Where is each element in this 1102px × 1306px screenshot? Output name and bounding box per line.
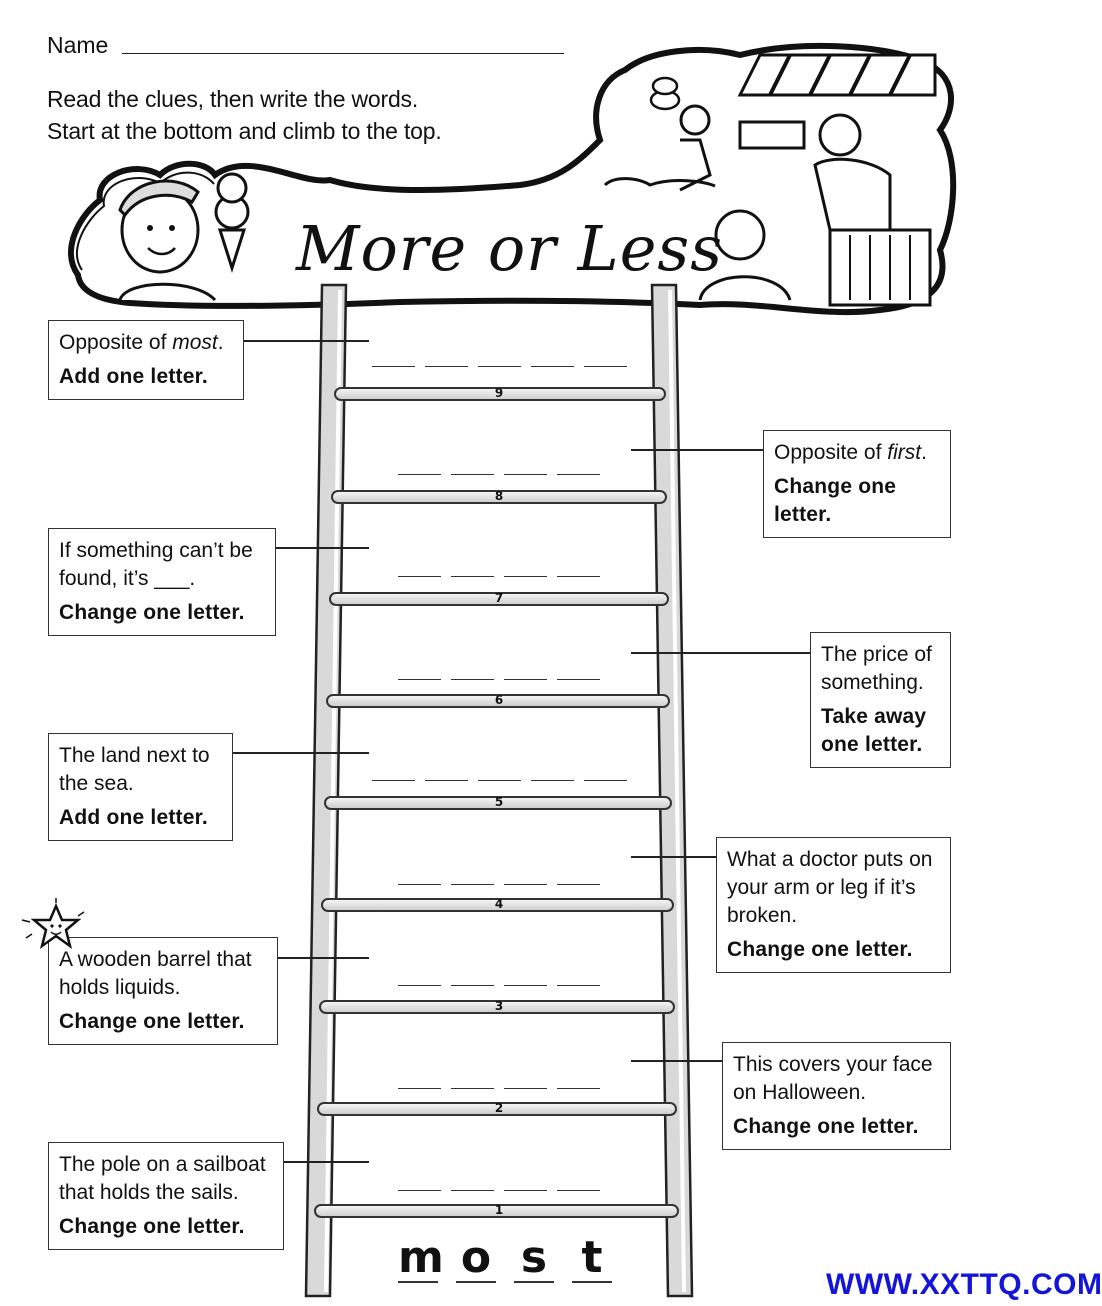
letter-blank[interactable] xyxy=(451,985,494,986)
clue-leader-line xyxy=(233,752,369,754)
rung-number: 4 xyxy=(494,897,504,911)
clue-box xyxy=(763,430,951,538)
watermark: WWW.XXTTQ.COM xyxy=(826,1268,1102,1301)
clue-text xyxy=(59,1151,273,1207)
start-letter: o xyxy=(456,1235,496,1283)
letter-blank[interactable] xyxy=(398,884,441,885)
clue-leader-line xyxy=(631,449,763,451)
clue-text-part: Opposite of xyxy=(59,331,173,354)
letter-blank[interactable] xyxy=(504,884,547,885)
clue-rule: Change one letter. xyxy=(59,601,245,624)
answer-blanks[interactable] xyxy=(372,780,627,781)
letter-blank[interactable] xyxy=(398,474,441,475)
instruction-line-2: Start at the bottom and climb to the top. xyxy=(47,118,442,144)
clue-rule: Add one letter. xyxy=(59,806,208,829)
clue-text-part: . xyxy=(217,331,224,354)
rung-number: 8 xyxy=(494,489,504,503)
letter-blank[interactable] xyxy=(584,366,627,367)
clue-text-part: What a doctor puts on your arm or leg if it’s broken. xyxy=(727,848,933,927)
instruction-line-1: Read the clues, then write the words. xyxy=(47,86,419,112)
letter-blank[interactable] xyxy=(425,366,468,367)
answer-blanks[interactable] xyxy=(398,884,600,885)
clue-rule: Change one letter. xyxy=(59,1010,245,1033)
letter-blank[interactable] xyxy=(398,985,441,986)
letter-blank[interactable] xyxy=(557,884,600,885)
clue-rule: Change one letter. xyxy=(774,475,897,526)
clue-text xyxy=(59,537,265,593)
letter-blank[interactable] xyxy=(451,679,494,680)
clue-leader-line xyxy=(631,1060,722,1062)
clue-text-part: If something can’t be found, it’s ___. xyxy=(59,539,253,590)
letter-blank[interactable] xyxy=(504,1190,547,1191)
rung-number: 2 xyxy=(494,1101,504,1115)
clue-text-part: . xyxy=(921,441,927,464)
rung-number: 5 xyxy=(494,795,504,809)
letter-blank[interactable] xyxy=(398,679,441,680)
rung-number: 3 xyxy=(494,999,504,1013)
rung-number: 7 xyxy=(494,591,504,605)
answer-blanks[interactable] xyxy=(398,985,600,986)
letter-blank[interactable] xyxy=(451,576,494,577)
clue-box xyxy=(48,528,276,636)
clue-text-part: This covers your face on Halloween. xyxy=(733,1053,933,1104)
letter-blank[interactable] xyxy=(504,1088,547,1089)
clue-rule: Take away one letter. xyxy=(821,705,927,756)
clue-box xyxy=(48,320,244,400)
letter-blank[interactable] xyxy=(451,1190,494,1191)
letter-blank[interactable] xyxy=(504,985,547,986)
letter-blank[interactable] xyxy=(451,474,494,475)
start-letter: m xyxy=(398,1232,444,1283)
clue-box xyxy=(48,1142,284,1250)
letter-blank[interactable] xyxy=(398,1088,441,1089)
answer-blanks[interactable] xyxy=(372,366,627,367)
letter-blank[interactable] xyxy=(398,576,441,577)
clue-rule: Change one letter. xyxy=(727,938,913,961)
clue-leader-line xyxy=(631,856,716,858)
clue-text xyxy=(59,742,222,798)
clue-text-part: A wooden barrel that holds liquids. xyxy=(59,948,252,999)
clue-text-part: The land next to the sea. xyxy=(59,744,210,795)
start-letter: s xyxy=(514,1235,554,1283)
clue-text xyxy=(733,1051,940,1107)
letter-blank[interactable] xyxy=(504,679,547,680)
clue-text-part: The price of something. xyxy=(821,643,932,694)
rung-number: 1 xyxy=(494,1203,504,1217)
clue-box xyxy=(716,837,951,973)
clue-leader-line xyxy=(244,340,369,342)
star-icon xyxy=(18,898,90,956)
letter-blank[interactable] xyxy=(557,576,600,577)
letter-blank[interactable] xyxy=(584,780,627,781)
letter-blank[interactable] xyxy=(451,1088,494,1089)
answer-blanks[interactable] xyxy=(398,679,600,680)
letter-blank[interactable] xyxy=(531,780,574,781)
start-word xyxy=(398,1232,612,1283)
clue-leader-line xyxy=(631,652,810,654)
rung-number: 9 xyxy=(494,386,504,400)
clue-leader-line xyxy=(284,1161,369,1163)
clue-text-part: The pole on a sailboat that holds the sails. xyxy=(59,1153,266,1204)
letter-blank[interactable] xyxy=(557,1088,600,1089)
letter-blank[interactable] xyxy=(504,576,547,577)
start-letter: t xyxy=(572,1235,612,1283)
answer-blanks[interactable] xyxy=(398,1088,600,1089)
letter-blank[interactable] xyxy=(372,780,415,781)
clue-rule: Change one letter. xyxy=(733,1115,919,1138)
clue-text-part: Opposite of xyxy=(774,441,888,464)
clue-text-italic: first xyxy=(887,441,922,464)
clue-box xyxy=(48,733,233,841)
clue-box xyxy=(810,632,951,768)
letter-blank[interactable] xyxy=(425,780,468,781)
rung-number: 6 xyxy=(494,693,504,707)
clue-text xyxy=(821,641,940,697)
clue-text xyxy=(59,329,233,357)
letter-blank[interactable] xyxy=(557,1190,600,1191)
letter-blank[interactable] xyxy=(478,366,521,367)
answer-blanks[interactable] xyxy=(398,576,600,577)
letter-blank[interactable] xyxy=(557,985,600,986)
letter-blank[interactable] xyxy=(451,884,494,885)
clue-rule: Add one letter. xyxy=(59,365,208,388)
answer-blanks[interactable] xyxy=(398,1190,600,1191)
clue-text xyxy=(59,946,267,1002)
clue-leader-line xyxy=(278,957,369,959)
name-label: Name xyxy=(47,32,109,58)
letter-blank[interactable] xyxy=(504,474,547,475)
worksheet-title: More or Less xyxy=(296,212,724,285)
clue-text xyxy=(727,846,940,930)
clue-rule: Change one letter. xyxy=(59,1215,245,1238)
letter-blank[interactable] xyxy=(557,679,600,680)
clue-box xyxy=(722,1042,951,1150)
answer-blanks[interactable] xyxy=(398,474,600,475)
letter-blank[interactable] xyxy=(557,474,600,475)
letter-blank[interactable] xyxy=(372,366,415,367)
clue-text-italic: most xyxy=(172,331,218,354)
clue-text xyxy=(774,439,940,467)
clue-leader-line xyxy=(276,547,369,549)
letter-blank[interactable] xyxy=(398,1190,441,1191)
letter-blank[interactable] xyxy=(478,780,521,781)
letter-blank[interactable] xyxy=(531,366,574,367)
